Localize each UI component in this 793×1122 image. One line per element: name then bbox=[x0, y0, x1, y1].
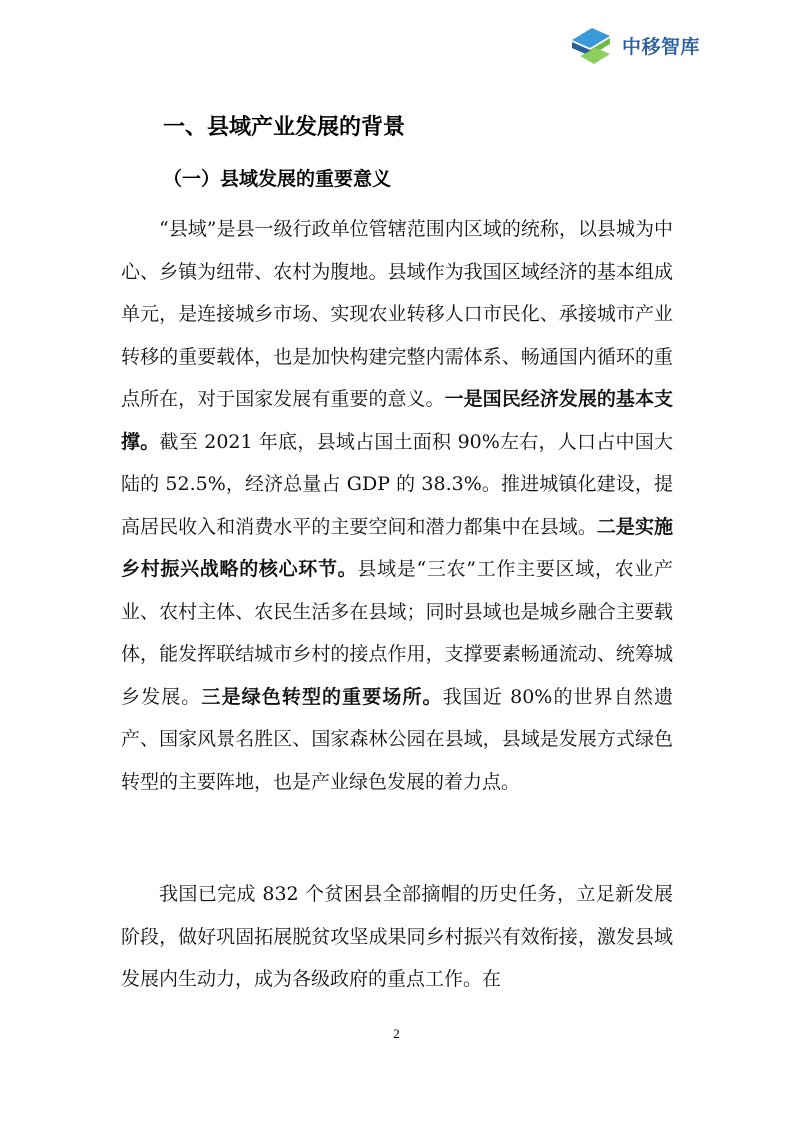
key-point-2: 二是实施乡村振兴战略的核心环节。 bbox=[121, 515, 673, 580]
paragraph-text: 截至 2021 年底，县域占国土面积 90%左右，人口占中国大陆的 52.5%，经济总量占 GDP 的 38.3%。推进城镇化建设，提高居民收入和消费水平的主要空间和潜力都集中在县域。 bbox=[121, 430, 673, 538]
paragraph-text: 县域是“三农”工作主要区域，农业产业、农村主体、农民生活多在县域；同时县域也是城乡融合主要载体，能发挥联结城市乡村的接点作用，支撑要素畅通流动、统筹城乡发展。 bbox=[121, 558, 673, 708]
key-point-1: 一是国民经济发展的基本支撑。 bbox=[121, 388, 673, 453]
header-logo bbox=[566, 22, 726, 70]
logo-mark-icon bbox=[566, 22, 616, 70]
key-point-3: 三是绿色转型的重要场所。 bbox=[201, 685, 443, 708]
logo-text: 中移智库 bbox=[622, 36, 701, 58]
body-paragraph: 我国已完成 832 个贫困县全部摘帽的历史任务，立足新发展阶段，做好巩固拓展脱贫攻坚成果同乡村振兴有效衔接，激发县域发展内生动力，成为各级政府的重点工作。在 bbox=[121, 883, 673, 990]
paragraph-text: “县域”是县一级行政单位管辖范围内区域的统称，以县城为中心、乡镇为纽带、农村为腹地。县域作为我国区域经济的基本组成单元，是连接城乡市场、实现农业转移人口市民化、承接城市产业转移的重要载体，也是加快构建完整内需体系、畅通国内循环的重点所在，对于国家发展有重要的意义。 bbox=[121, 218, 673, 410]
page-number: 2 bbox=[393, 1026, 400, 1041]
paragraph-text: 我国近 80%的世界自然遗产、国家风景名胜区、国家森林公园在县域，县域是发展方式绿色转型的主要阵地，也是产业绿色发展的着力点。 bbox=[121, 685, 673, 793]
body-paragraph bbox=[121, 208, 673, 803]
subsection-heading: （一）县域发展的重要意义 bbox=[163, 168, 392, 190]
section-heading: 一、县域产业发展的背景 bbox=[163, 115, 406, 140]
